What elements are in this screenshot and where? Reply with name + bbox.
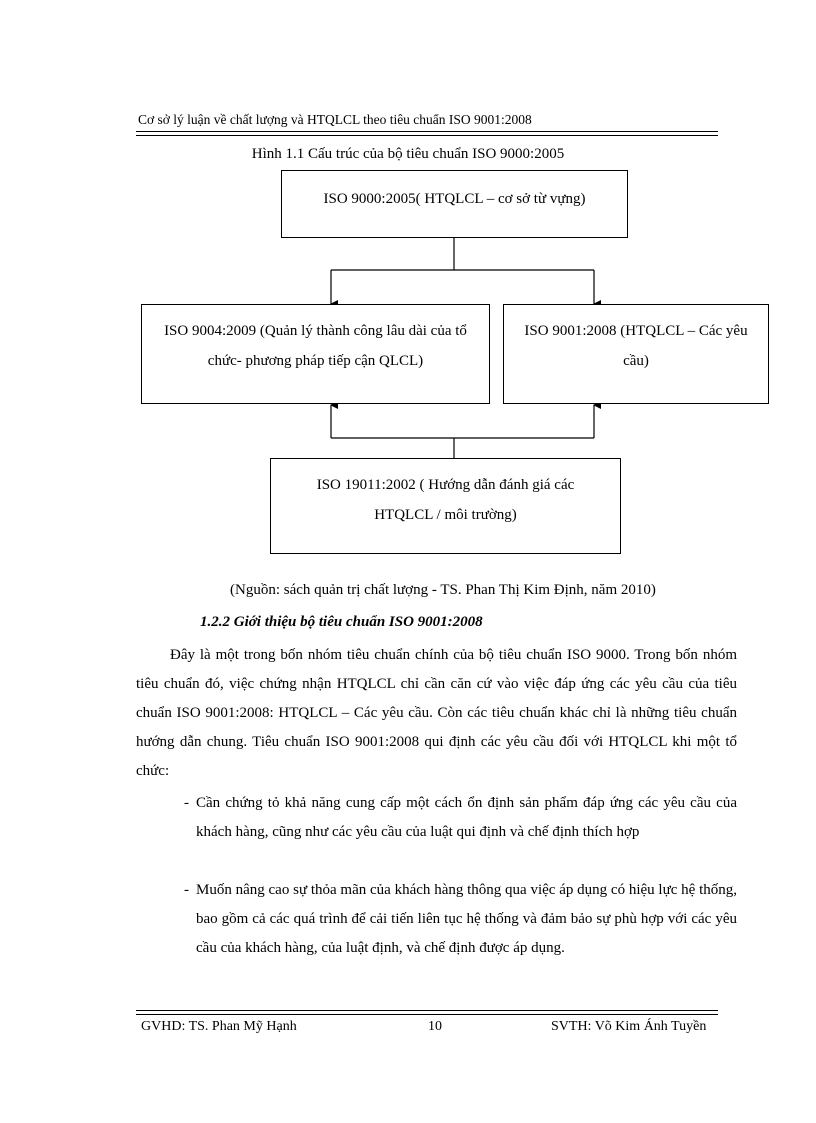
box-iso-9000-text: ISO 9000:2005( HTQLCL – cơ sở từ vựng) — [323, 191, 586, 207]
bullet-item-1 — [184, 789, 737, 847]
footer-advisor: GVHD: TS. Phan Mỹ Hạnh — [141, 1019, 297, 1034]
bullet-text-2: Muốn nâng cao sự thỏa mãn của khách hàng thông qua việc áp dụng có hiệu lực hệ thống, bao gồm cả các quá trình để cải tiến liên tục hệ thống và đảm bảo sự phù hợp với các yêu cầu của khách hàng, của luật định, và chế định được áp dụng. — [196, 882, 737, 956]
footer-rule-bottom — [136, 1014, 718, 1015]
running-header: Cơ sở lý luận về chất lượng và HTQLCL theo tiêu chuẩn ISO 9001:2008 — [138, 112, 532, 127]
box-iso-9004 — [141, 304, 490, 404]
bottom-connector — [331, 405, 594, 458]
box-iso-9001-text: ISO 9001:2008 (HTQLCL – Các yêu cầu) — [524, 323, 748, 369]
box-iso-9004-text: ISO 9004:2009 (Quản lý thành công lâu dài của tổ chức- phương pháp tiếp cận QLCL) — [164, 323, 467, 369]
figure-caption: Hình 1.1 Cấu trúc của bộ tiêu chuẩn ISO 9000:2005 — [251, 146, 565, 162]
box-iso-19011 — [270, 458, 621, 554]
bullet-marker: - — [184, 795, 189, 811]
box-iso-19011-text: ISO 19011:2002 ( Hướng dẫn đánh giá các HTQLCL / môi trường) — [316, 477, 575, 523]
footer-rule-top — [136, 1010, 718, 1011]
bullet-marker: - — [184, 882, 189, 898]
section-title: 1.2.2 Giới thiệu bộ tiêu chuẩn ISO 9001:2008 — [200, 614, 483, 630]
bullet-text-1: Cần chứng tỏ khả năng cung cấp một cách ổn định sản phẩm đáp ứng các yêu cầu của khách hàng, cũng như các yêu cầu của luật qui định và chế định thích hợp — [196, 795, 737, 840]
box-iso-9001 — [503, 304, 769, 404]
top-connector — [331, 238, 594, 304]
footer-student: SVTH: Võ Kim Ánh Tuyền — [551, 1019, 707, 1034]
section-paragraph: Đây là một trong bốn nhóm tiêu chuẩn chính của bộ tiêu chuẩn ISO 9000. Trong bốn nhóm tiêu chuẩn đó, việc chứng nhận HTQLCL chỉ cần căn cứ vào việc đáp ứng các yêu cầu của tiêu chuẩn ISO 9001:2008: HTQLCL – Các yêu cầu. Còn các tiêu chuẩn khác chỉ là những tiêu chuẩn hướng dẫn chung. Tiêu chuẩn ISO 9001:2008 qui định các yêu cầu đối với HTQLCL khi một tổ chức: — [136, 647, 737, 779]
bullet-item-2 — [184, 876, 737, 963]
figure-source: (Nguồn: sách quản trị chất lượng - TS. Phan Thị Kim Định, năm 2010) — [230, 582, 656, 598]
page-number: 10 — [428, 1019, 442, 1034]
box-iso-9000 — [281, 170, 628, 238]
